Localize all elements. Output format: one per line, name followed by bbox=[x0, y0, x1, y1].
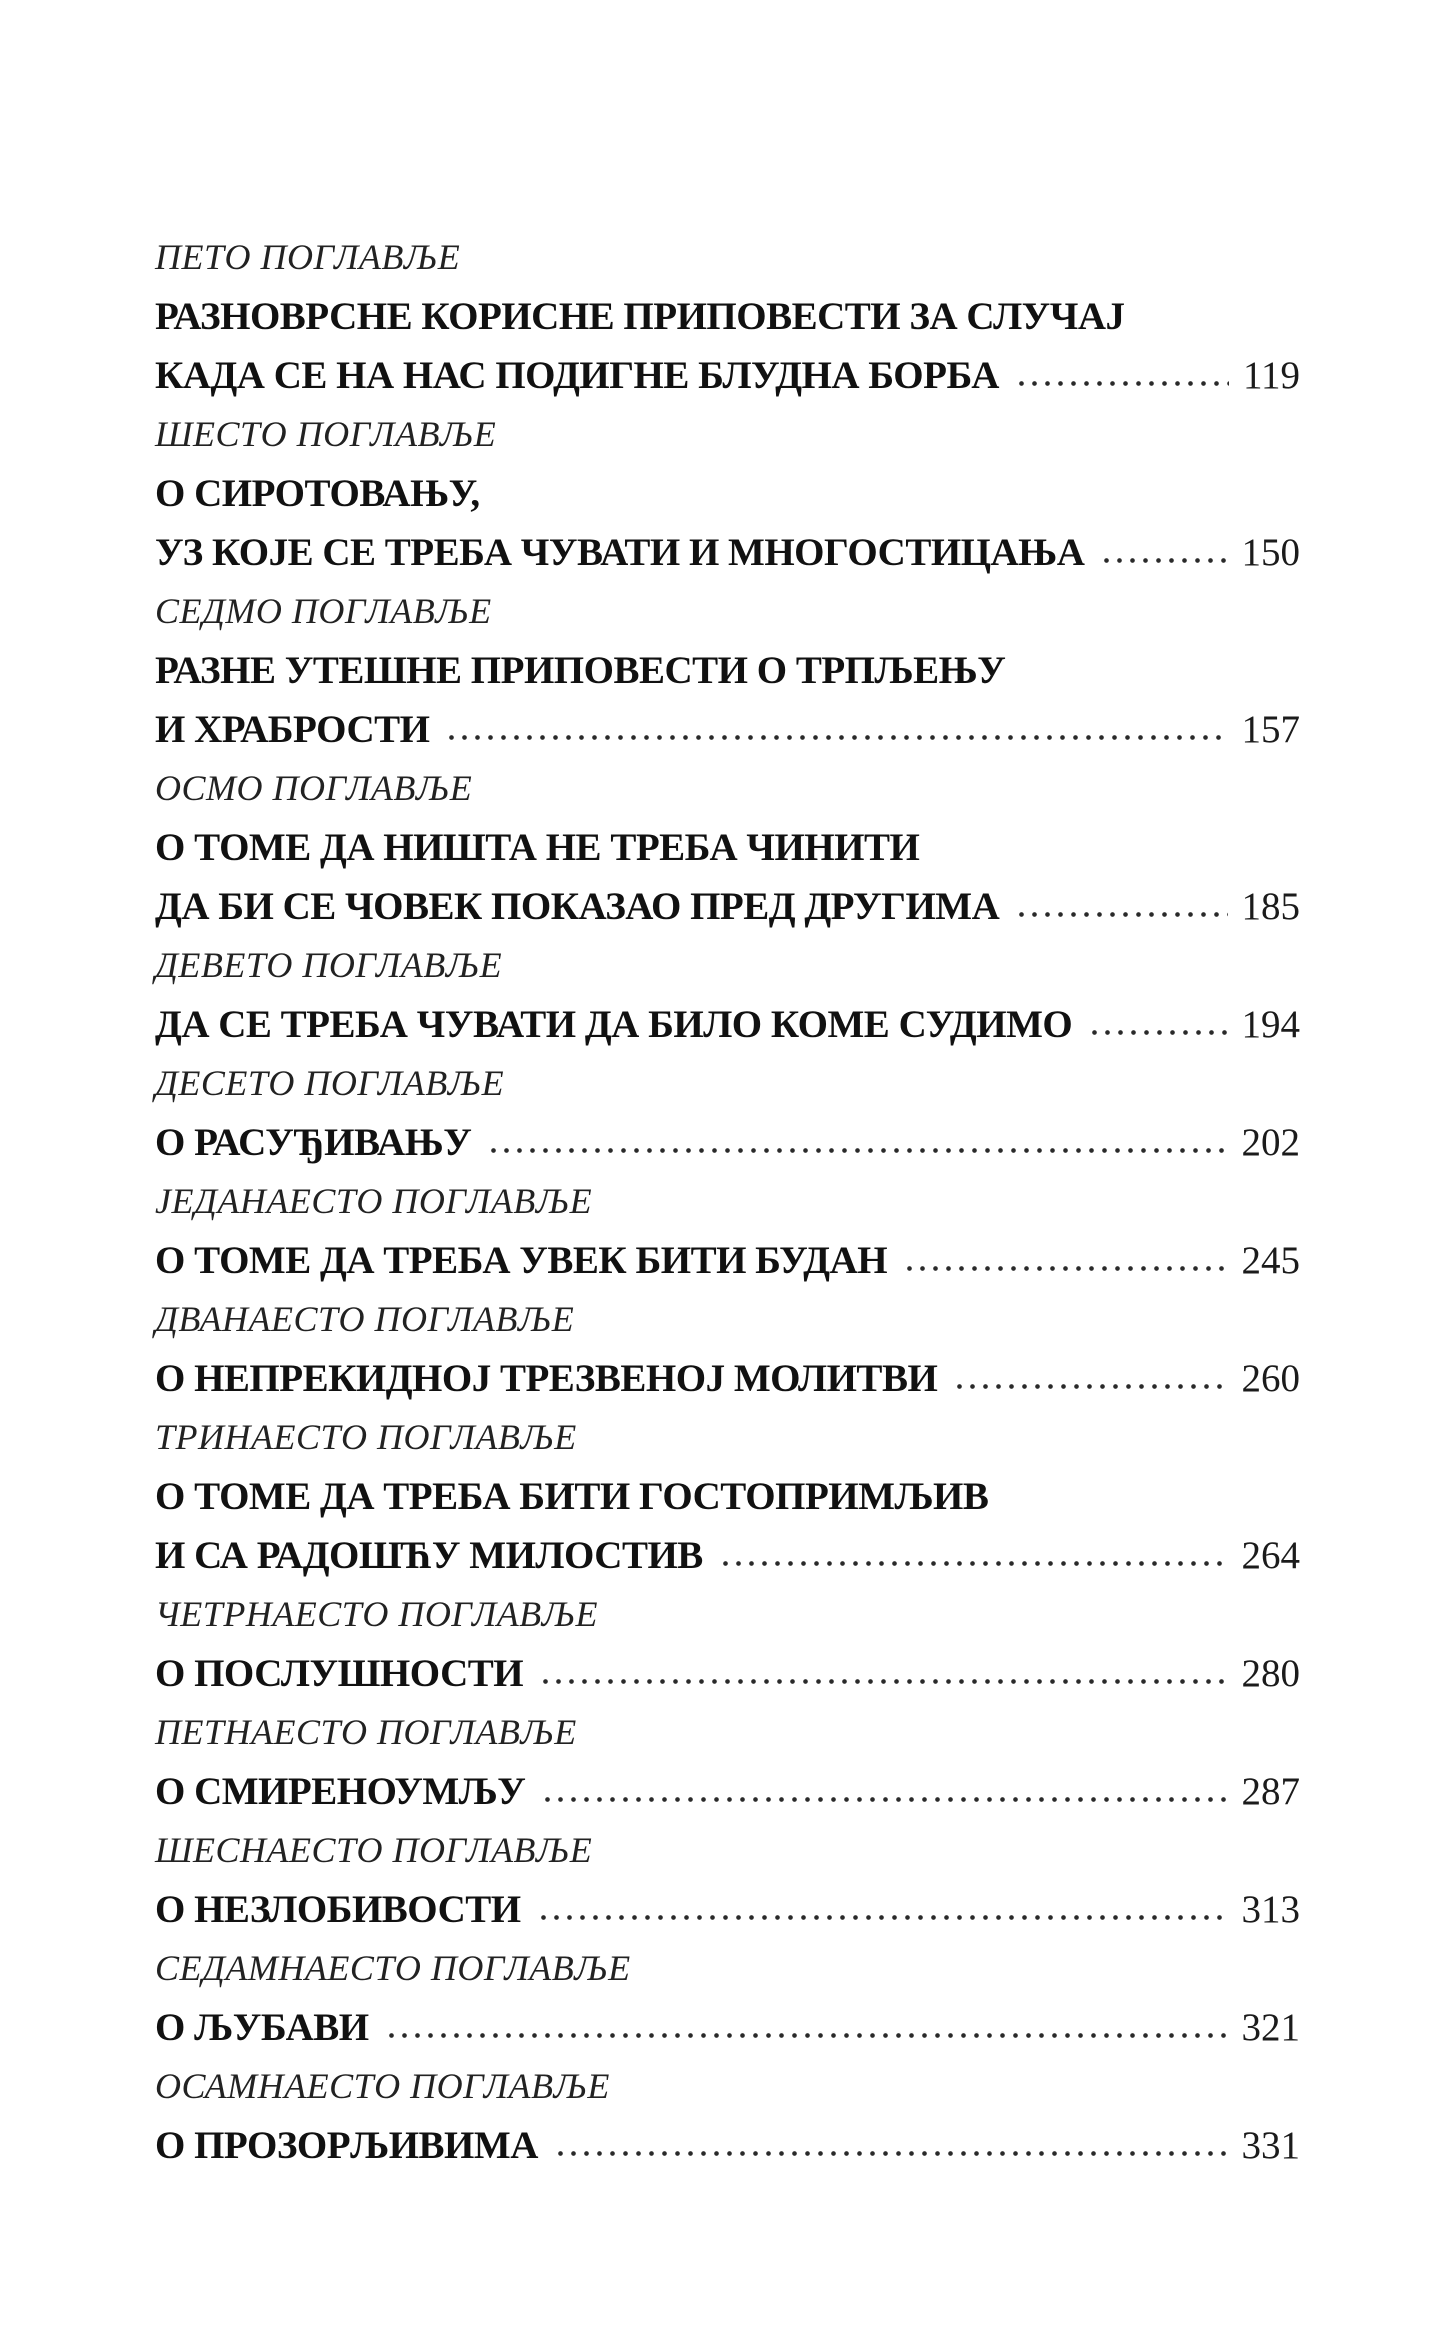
title-lines bbox=[155, 1467, 1300, 1585]
chapter-title-text: О ПОСЛУШНОСТИ bbox=[155, 1652, 524, 1695]
title-line bbox=[155, 1526, 1300, 1585]
page-number: 157 bbox=[1241, 708, 1300, 751]
title-line bbox=[155, 1762, 1300, 1821]
title-lines bbox=[155, 1762, 1300, 1821]
page-number: 287 bbox=[1241, 1770, 1300, 1813]
chapter-label: ДВАНАЕСТО ПОГЛАВЉЕ bbox=[155, 1299, 575, 1339]
page-number: 280 bbox=[1241, 1652, 1300, 1695]
title-lines bbox=[155, 287, 1300, 405]
chapter-title-text: О СИРОТОВАЊУ, bbox=[155, 472, 480, 515]
title-lines bbox=[155, 1880, 1300, 1939]
chapter-label: ЈЕДАНАЕСТО ПОГЛАВЉЕ bbox=[155, 1181, 593, 1221]
page-number: 150 bbox=[1241, 531, 1300, 574]
chapter-title-text: О ТОМЕ ДА ТРЕБА УВЕК БИТИ БУДАН bbox=[155, 1239, 888, 1282]
chapter-title-text: О ПРОЗОРЉИВИМА bbox=[155, 2124, 538, 2167]
page-number: 313 bbox=[1241, 1888, 1300, 1931]
dot-leader bbox=[1015, 910, 1227, 919]
toc-entry bbox=[155, 1290, 1300, 1408]
title-line bbox=[155, 995, 1300, 1054]
chapter-title-text: ДА СЕ ТРЕБА ЧУВАТИ ДА БИЛО КОМЕ СУДИМО bbox=[155, 1003, 1073, 1046]
dot-leader bbox=[539, 1677, 1227, 1686]
page-number: 194 bbox=[1241, 1003, 1300, 1046]
chapter-label: ЧЕТРНАЕСТО ПОГЛАВЉЕ bbox=[155, 1594, 599, 1634]
dot-leader bbox=[554, 2149, 1228, 2158]
dot-leader bbox=[1015, 379, 1229, 388]
dot-leader bbox=[445, 733, 1227, 742]
chapter-label: СЕДМО ПОГЛАВЉЕ bbox=[155, 591, 492, 631]
title-line bbox=[155, 523, 1300, 582]
title-line bbox=[155, 877, 1300, 936]
title-line bbox=[155, 1113, 1300, 1172]
chapter-title-text: РАЗНОВРСНЕ КОРИСНЕ ПРИПОВЕСТИ ЗА СЛУЧАЈ bbox=[155, 295, 1125, 338]
title-lines bbox=[155, 1998, 1300, 2057]
toc-entry bbox=[155, 405, 1300, 582]
dot-leader bbox=[541, 1795, 1227, 1804]
title-lines bbox=[155, 2116, 1300, 2175]
title-line bbox=[155, 1231, 1300, 1290]
toc-entry bbox=[155, 1821, 1300, 1939]
title-lines bbox=[155, 464, 1300, 582]
page-number: 245 bbox=[1241, 1239, 1300, 1282]
chapter-title-text: И СА РАДОШЋУ МИЛОСТИВ bbox=[155, 1534, 703, 1577]
chapter-title-text: О ТОМЕ ДА ТРЕБА БИТИ ГОСТОПРИМЉИВ bbox=[155, 1475, 989, 1518]
title-lines bbox=[155, 1349, 1300, 1408]
title-line bbox=[155, 700, 1300, 759]
chapter-title-text: О РАСУЂИВАЊУ bbox=[155, 1121, 472, 1164]
chapter-label: ШЕСТО ПОГЛАВЉЕ bbox=[155, 414, 497, 454]
title-line bbox=[155, 1467, 1300, 1526]
toc-entry bbox=[155, 1172, 1300, 1290]
dot-leader bbox=[1100, 556, 1227, 565]
dot-leader bbox=[719, 1559, 1228, 1568]
title-line bbox=[155, 1349, 1300, 1408]
title-line bbox=[155, 346, 1300, 405]
chapter-label: ПЕТНАЕСТО ПОГЛАВЉЕ bbox=[155, 1712, 577, 1752]
toc-entry bbox=[155, 1054, 1300, 1172]
chapter-title-text: О НЕПРЕКИДНОЈ ТРЕЗВЕНОЈ МОЛИТВИ bbox=[155, 1357, 938, 1400]
chapter-label: ОСМО ПОГЛАВЉЕ bbox=[155, 768, 473, 808]
toc-entry bbox=[155, 936, 1300, 1054]
chapter-title-text: КАДА СЕ НА НАС ПОДИГНЕ БЛУДНА БОРБА bbox=[155, 354, 999, 397]
title-line bbox=[155, 287, 1300, 346]
dot-leader bbox=[1088, 1028, 1227, 1037]
title-lines bbox=[155, 1113, 1300, 1172]
title-lines bbox=[155, 818, 1300, 936]
page-number: 119 bbox=[1242, 354, 1300, 397]
toc-entry bbox=[155, 1939, 1300, 2057]
page-number: 321 bbox=[1241, 2006, 1300, 2049]
toc-entry bbox=[155, 1585, 1300, 1703]
toc-entry bbox=[155, 2057, 1300, 2175]
chapter-title-text: О ТОМЕ ДА НИШТА НЕ ТРЕБА ЧИНИТИ bbox=[155, 826, 920, 869]
toc-entry bbox=[155, 1703, 1300, 1821]
chapter-title-text: О НЕЗЛОБИВОСТИ bbox=[155, 1888, 521, 1931]
title-lines bbox=[155, 641, 1300, 759]
chapter-title-text: И ХРАБРОСТИ bbox=[155, 708, 430, 751]
title-lines bbox=[155, 995, 1300, 1054]
toc-entry bbox=[155, 1408, 1300, 1585]
dot-leader bbox=[903, 1264, 1227, 1273]
chapter-label: СЕДАМНАЕСТО ПОГЛАВЉЕ bbox=[155, 1948, 631, 1988]
title-lines bbox=[155, 1644, 1300, 1703]
toc-entry bbox=[155, 228, 1300, 405]
page-number: 331 bbox=[1241, 2124, 1300, 2167]
dot-leader bbox=[537, 1913, 1228, 1922]
chapter-title-text: ДА БИ СЕ ЧОВЕК ПОКАЗАО ПРЕД ДРУГИМА bbox=[155, 885, 1000, 928]
title-line bbox=[155, 2116, 1300, 2175]
title-line bbox=[155, 1644, 1300, 1703]
page-number: 202 bbox=[1241, 1121, 1300, 1164]
dot-leader bbox=[487, 1146, 1227, 1155]
chapter-label: ТРИНАЕСТО ПОГЛАВЉЕ bbox=[155, 1417, 577, 1457]
chapter-title-text: О ЉУБАВИ bbox=[155, 2006, 369, 2049]
page-number: 260 bbox=[1241, 1357, 1300, 1400]
title-line bbox=[155, 1880, 1300, 1939]
chapter-label: ДЕВЕТО ПОГЛАВЉЕ bbox=[155, 945, 503, 985]
title-line bbox=[155, 1998, 1300, 2057]
chapter-label: ШЕСНАЕСТО ПОГЛАВЉЕ bbox=[155, 1830, 593, 1870]
title-lines bbox=[155, 1231, 1300, 1290]
toc-entry bbox=[155, 759, 1300, 936]
chapter-label: ОСАМНАЕСТО ПОГЛАВЉЕ bbox=[155, 2066, 610, 2106]
page-number: 185 bbox=[1241, 885, 1300, 928]
chapter-label: ДЕСЕТО ПОГЛАВЉЕ bbox=[155, 1063, 505, 1103]
chapter-title-text: РАЗНЕ УТЕШНЕ ПРИПОВЕСТИ О ТРПЉЕЊУ bbox=[155, 649, 1006, 692]
dot-leader bbox=[385, 2031, 1228, 2040]
toc-entry bbox=[155, 582, 1300, 759]
title-line bbox=[155, 641, 1300, 700]
page-number: 264 bbox=[1241, 1534, 1300, 1577]
title-line bbox=[155, 464, 1300, 523]
chapter-title-text: О СМИРЕНОУМЉУ bbox=[155, 1770, 526, 1813]
title-line bbox=[155, 818, 1300, 877]
chapter-title-text: УЗ КОЈЕ СЕ ТРЕБА ЧУВАТИ И МНОГОСТИЦАЊА bbox=[155, 531, 1085, 574]
dot-leader bbox=[953, 1382, 1227, 1391]
chapter-label: ПЕТО ПОГЛАВЉЕ bbox=[155, 237, 461, 277]
toc-list bbox=[155, 228, 1300, 2175]
